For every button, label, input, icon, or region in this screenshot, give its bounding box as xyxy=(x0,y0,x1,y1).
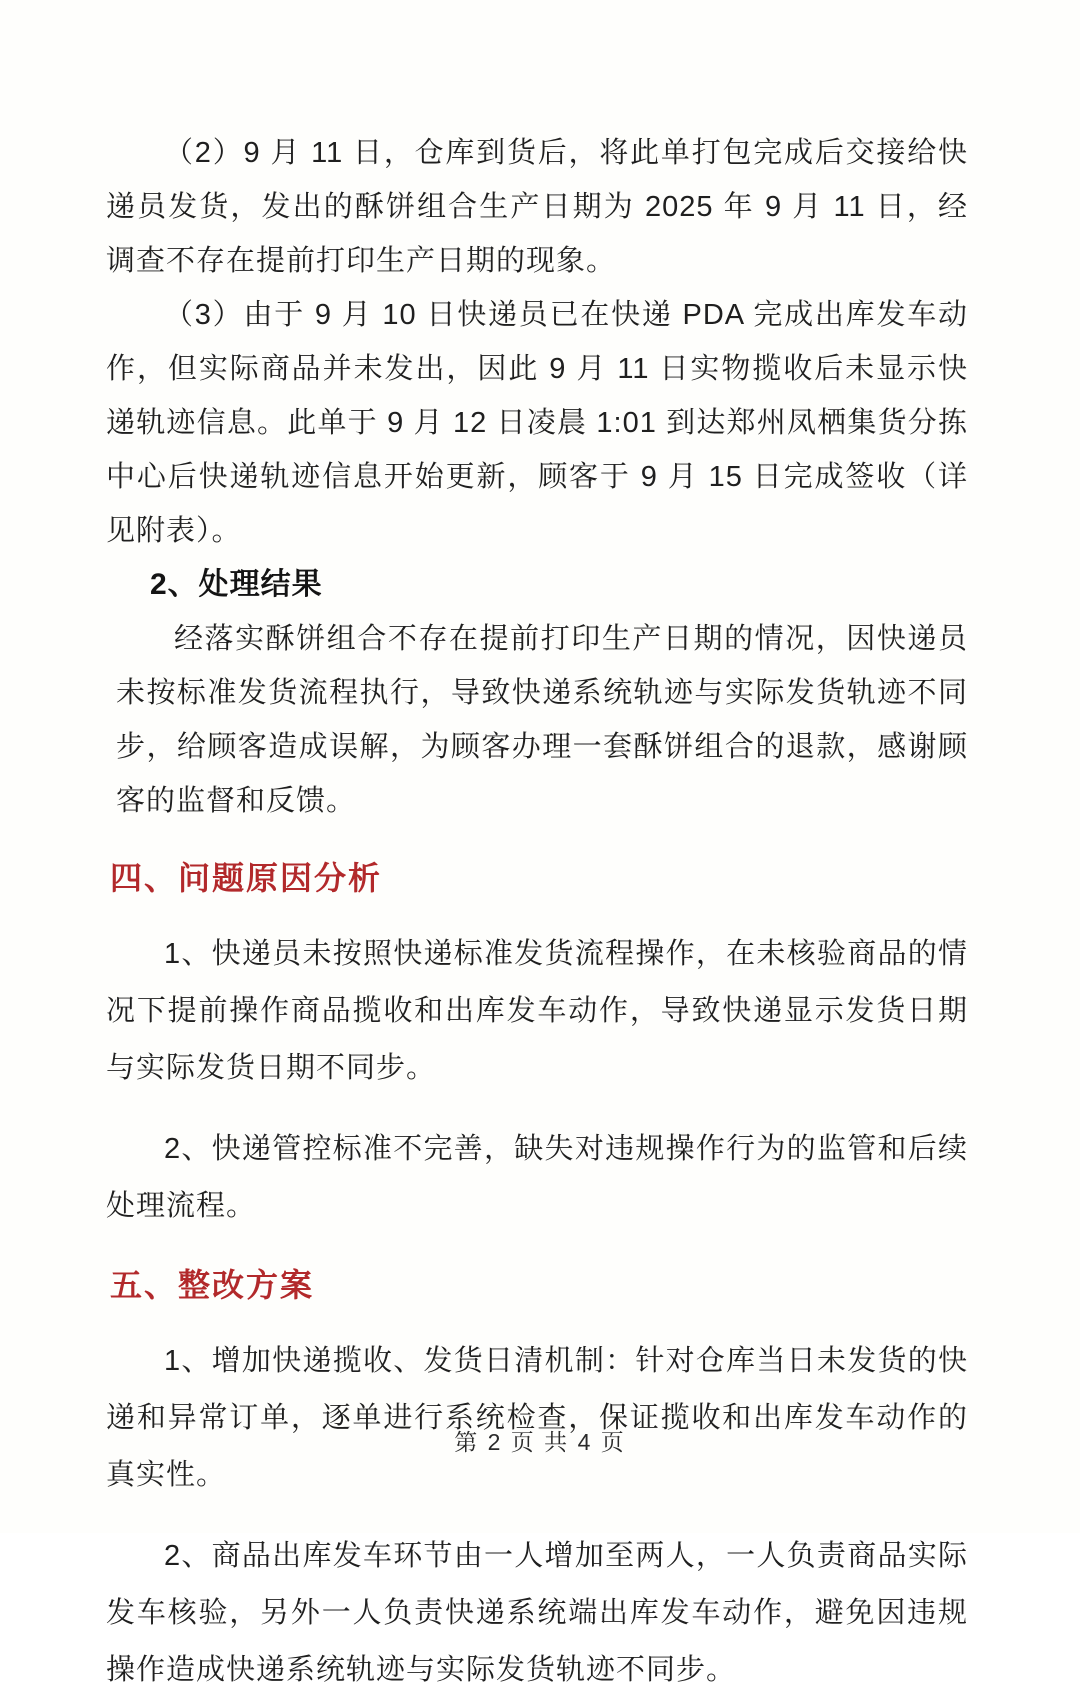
page-number: 第 2 页 共 4 页 xyxy=(454,1429,626,1455)
paragraph-plan-2: 2、商品出库发车环节由一人增加至两人，一人负责商品实际发车核验，另外一人负责快递系统端出库发车动作，避免因违规操作造成快递系统轨迹与实际发货轨迹不同步。 xyxy=(106,1540,968,1686)
paragraph-item-3: （3）由于 9 月 10 日快递员已在快递 PDA 完成出库发车动作，但实际商品并未发出，因此 9 月 11 日实物揽收后未显示快递轨迹信息。此单于 9 月 12 日凌晨 1:01 到达郑州凤栖集货分拣中心后快递轨迹信息开始更新，顾客于 9 月 15 日完成签收（详见附表）。 xyxy=(106,299,968,547)
paragraph-cause-1: 1、快递员未按照快递标准发货流程操作，在未核验商品的情况下提前操作商品揽收和出库发车动作，导致快递显示发货日期与实际发货日期不同步。 xyxy=(106,938,968,1084)
heading-handling-result: 2、处理结果 xyxy=(150,568,323,601)
heading-problem-cause-analysis: 四、问题原因分析 xyxy=(110,860,383,896)
heading-rectification-plan: 五、整改方案 xyxy=(110,1267,315,1303)
paragraph-plan-1: 1、增加快递揽收、发货日清机制：针对仓库当日未发货的快递和异常订单，逐单进行系统检查，保证揽收和出库发车动作的真实性。 xyxy=(106,1345,968,1491)
paragraph-item-2: （2）9 月 11 日，仓库到货后，将此单打包完成后交接给快递员发货，发出的酥饼组合生产日期为 2025 年 9 月 11 日，经调查不存在提前打印生产日期的现象。 xyxy=(106,137,968,277)
paragraph-handling-result: 经落实酥饼组合不存在提前打印生产日期的情况，因快递员未按标准发货流程执行，导致快递系统轨迹与实际发货轨迹不同步，给顾客造成误解，为顾客办理一套酥饼组合的退款，感谢顾客的监督和反馈。 xyxy=(116,623,968,817)
paragraph-cause-2: 2、快递管控标准不完善，缺失对违规操作行为的监管和后续处理流程。 xyxy=(106,1133,968,1222)
